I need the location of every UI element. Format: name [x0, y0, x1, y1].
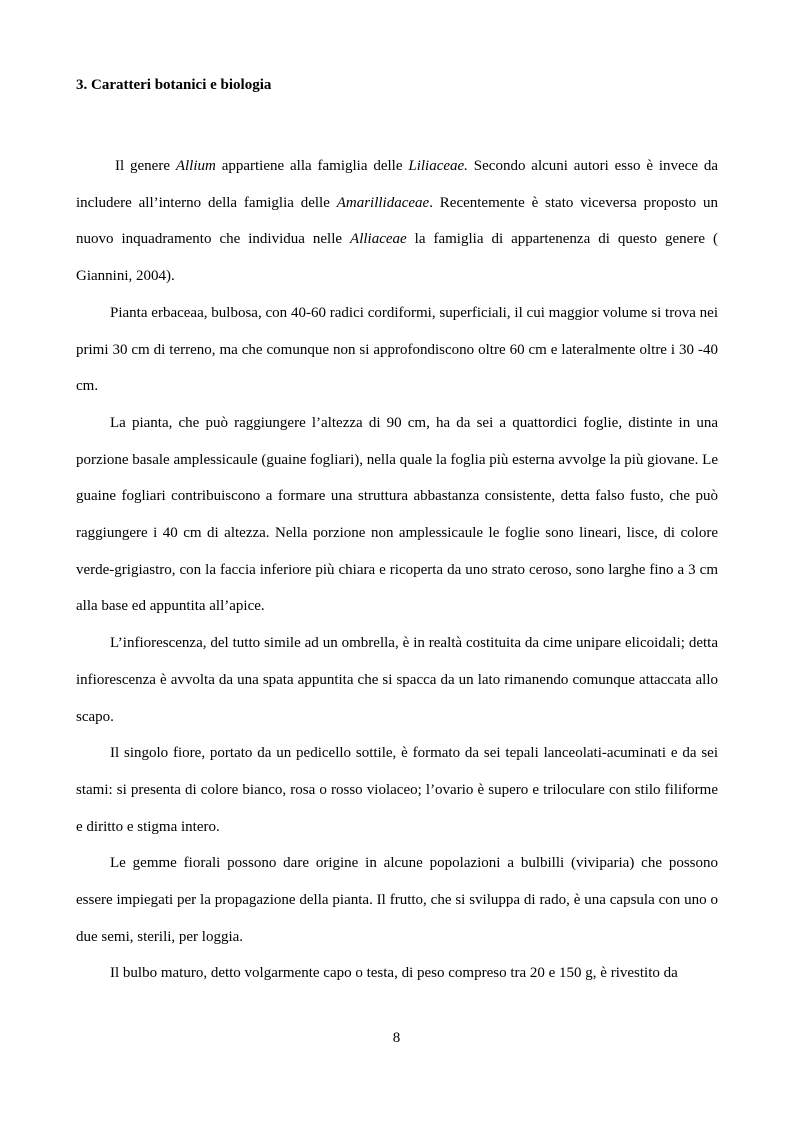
paragraph-roots: Pianta erbaceaa, bulbosa, con 40-60 radici cordiformi, superficiali, il cui maggior volume si trova nei primi 30 cm di terreno, ma che comunque non si approfondiscono oltre 60 cm e lateralmente oltre i 30 -40 cm.: [76, 304, 718, 395]
paragraph-fruit: Le gemme fiorali possono dare origine in alcune popolazioni a bulbilli (viviparia) che possono essere impiegati per la propagazione della pianta. Il frutto, che si sviluppa di rado, è una capsula con uno o due semi, sterili, per loggia.: [76, 855, 718, 945]
paragraph-leaves: La pianta, che può raggiungere l’altezza di 90 cm, ha da sei a quattordici foglie, distinte in una porzione basale amplessicaule (guaine fogliari), nella quale la foglia più esterna avvolge la più giovane. Le guaine fogliari contribuiscono a formare una struttura abbastanza consistente, detta falso fusto, che può raggiungere i 40 cm di altezza. Nella porzione non amplessicaule le foglie sono lineari, lisce, di colore verde-grigiastro, con la faccia inferiore più chiara e ricoperta da uno strato ceroso, sono larghe fino a 3 cm alla base ed appuntita all’apice.: [76, 414, 718, 615]
italic-term-alliaceae: Alliaceae: [350, 231, 407, 248]
paragraph-bulb: Il bulbo maturo, detto volgarmente capo o testa, di peso compreso tra 20 e 150 g, è rivestito da: [110, 965, 678, 982]
italic-term-liliaceae: Liliaceae.: [408, 158, 468, 174]
paragraph-inflorescence: L’infiorescenza, del tutto simile ad un ombrella, è in realtà costituita da cime unipare elicoidali; detta infiorescenza è avvolta da una spata appuntita che si spacca da un lato rimanendo comunque attaccata allo scapo.: [76, 635, 718, 725]
page-number: 8: [392, 1030, 401, 1046]
paragraph-flower: Il singolo fiore, portato da un pedicello sottile, è formato da sei tepali lanceolati-acuminati e da sei stami: si presenta di colore bianco, rosa o rosso violaceo; l’ovario è supero e triloculare con stilo filiforme e diritto e stigma intero.: [76, 745, 718, 835]
text-span: la famiglia di appartenenza di questo genere ( Giannini, 2004).: [76, 231, 718, 285]
italic-term-amarillidaceae: Amarillidaceae: [336, 194, 430, 211]
italic-term-allium: Allium: [175, 158, 216, 174]
section-heading: 3. Caratteri botanici e biologia: [76, 77, 272, 93]
text-span: Il genere: [115, 158, 176, 174]
text-span: Secondo alcuni autori esso è invece da includere all’interno della famiglia delle: [76, 158, 718, 211]
body-text: [76, 148, 718, 992]
text-span: appartiene alla famiglia delle: [215, 158, 409, 174]
paragraph-genus-classification: [76, 148, 718, 295]
text-span: . Recentemente è stato viceversa proposto un nuovo inquadramento che individua nelle: [76, 194, 719, 248]
